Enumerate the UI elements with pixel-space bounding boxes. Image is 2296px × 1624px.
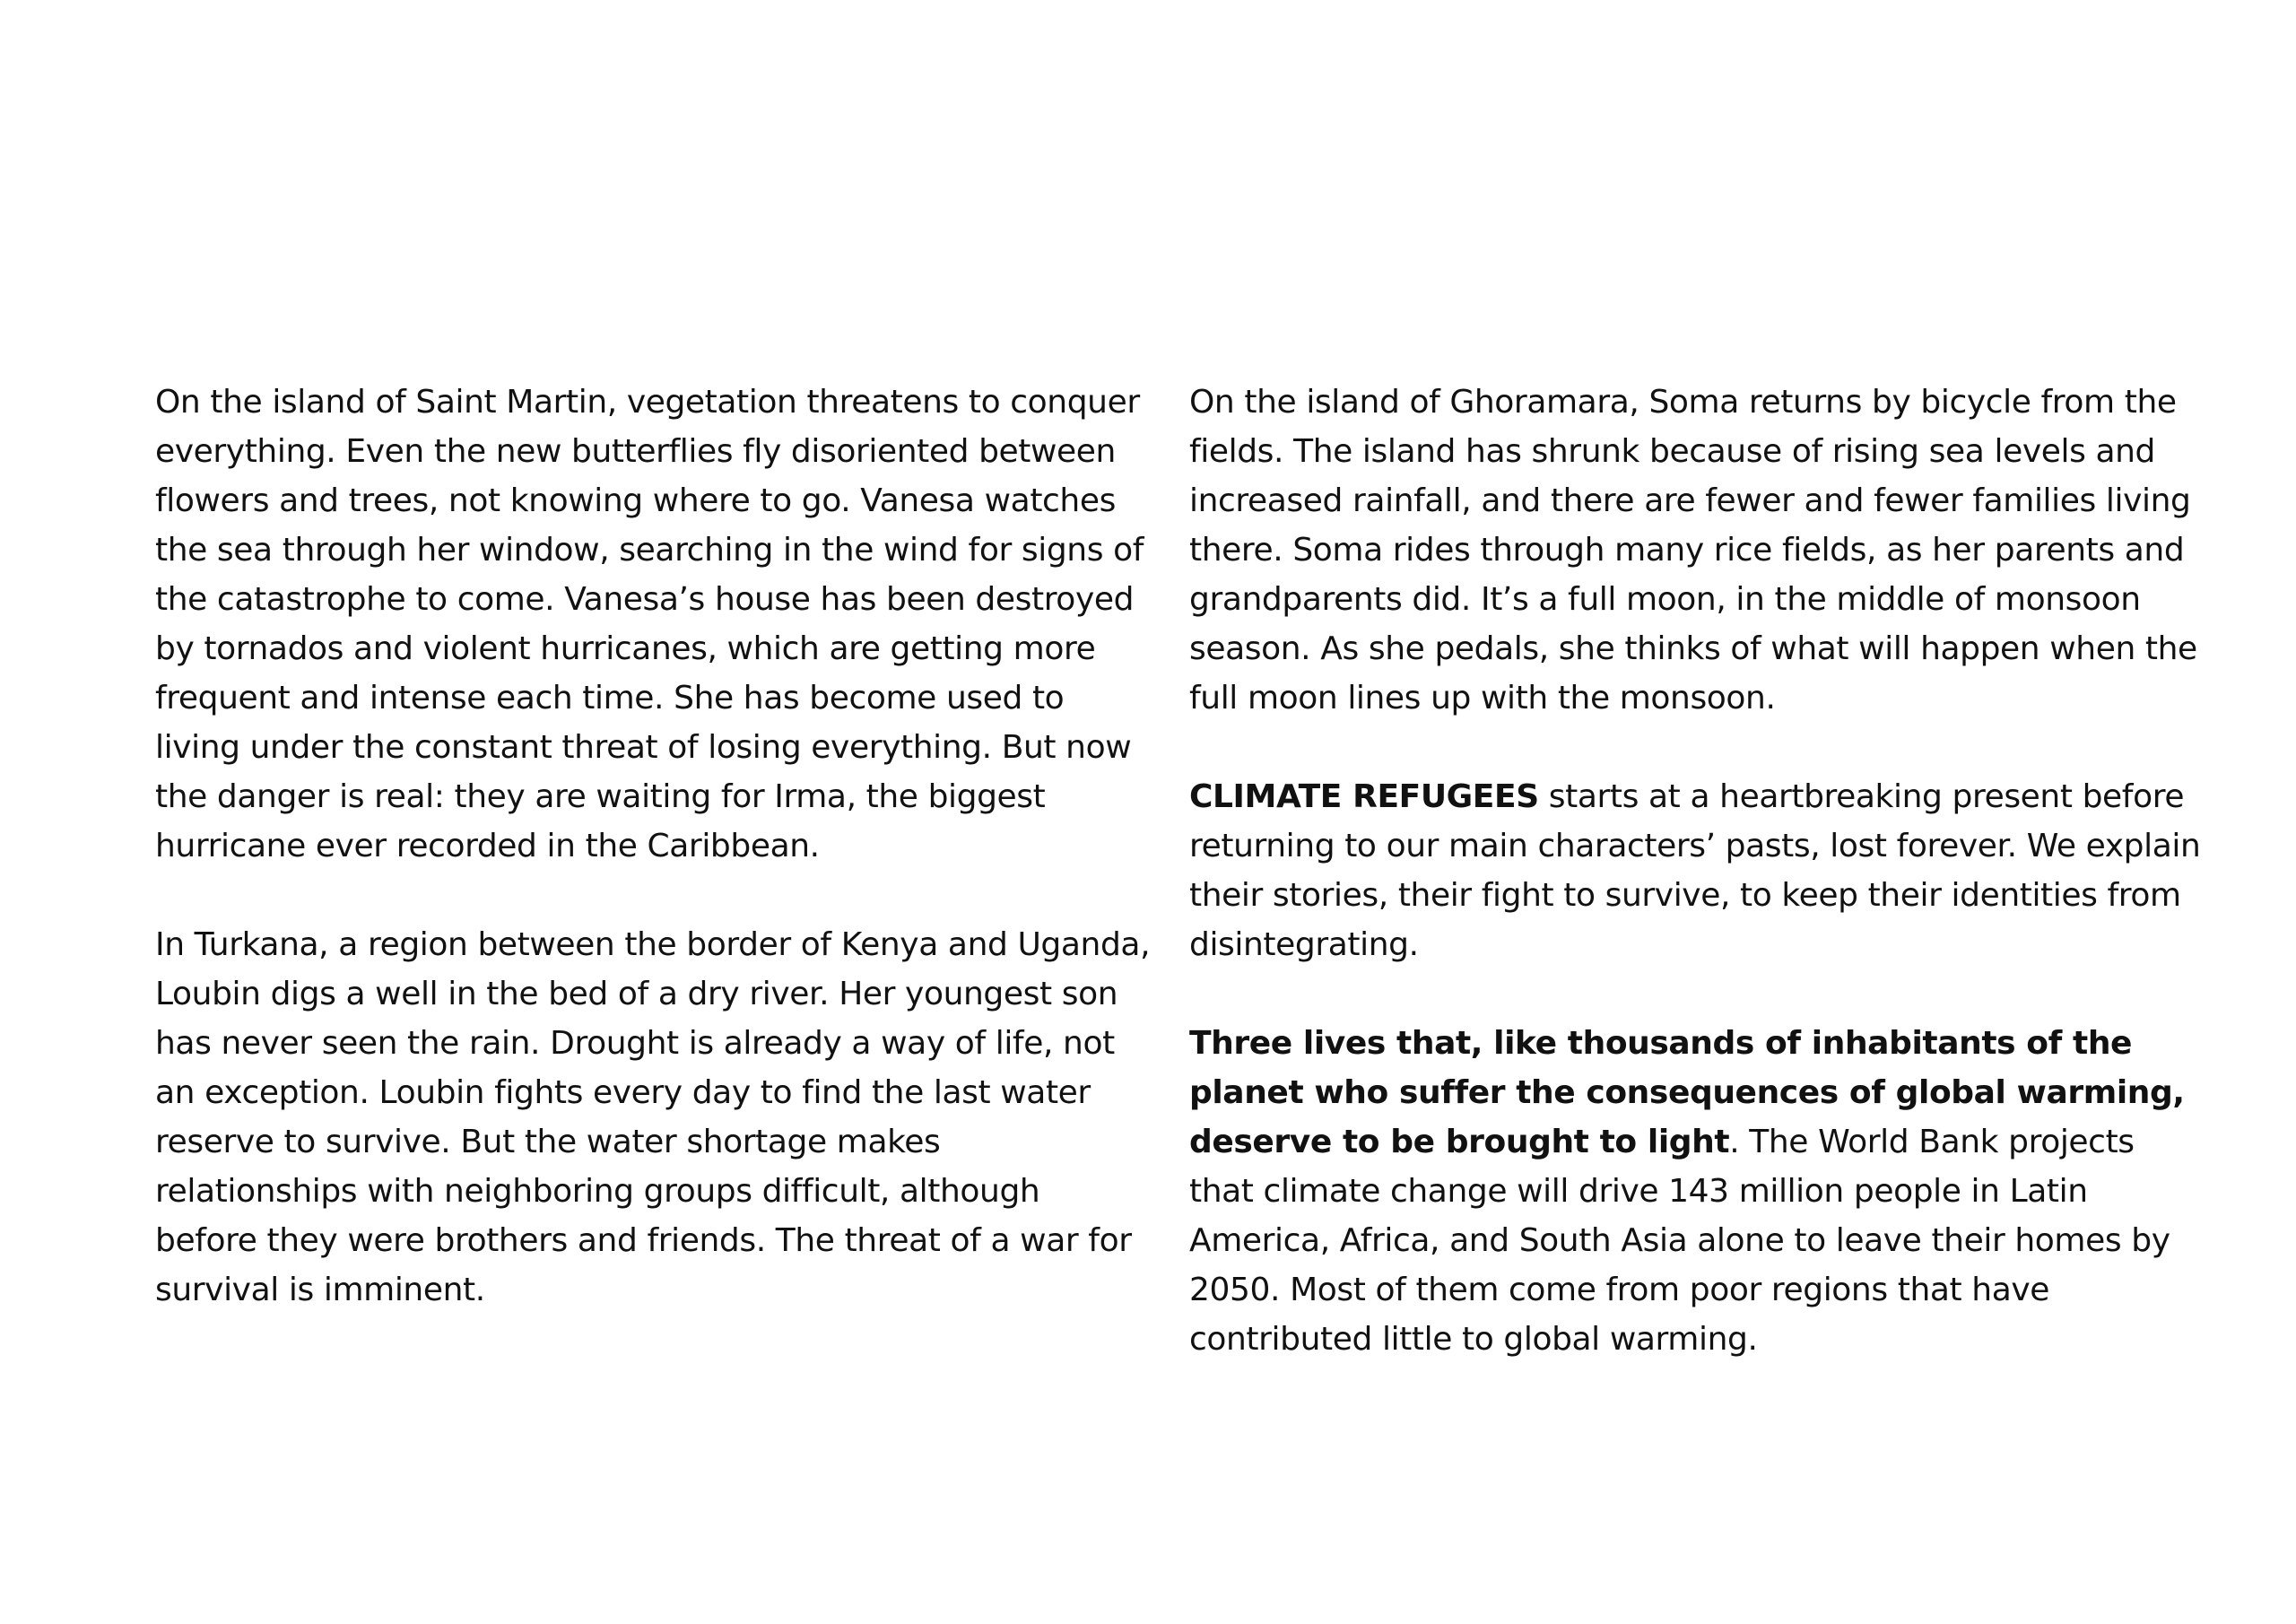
film-description-text: starts at a heartbreaking present before returning to our main characters’ pasts, lost forever. We explain their stories, their fight to survive, to keep their identities from disintegrating. (1189, 778, 2201, 963)
left-text-column (155, 378, 1151, 1315)
climate-refugees-paragraph (1189, 772, 2203, 969)
saint-martin-paragraph: On the island of Saint Martin, vegetation threatens to conquer everything. Even the new butterflies fly disoriented between flowers and trees, not knowing where to go. Vanesa watches the sea through her window, searching in the wind for signs of the catastrophe to come. Vanesa’s house has been destroyed by tornados and violent hurricanes, which are getting more frequent and intense each time. She has become used to living under the constant threat of losing everything. But now the danger is real: they are waiting for Irma, the biggest hurricane ever recorded in the Caribbean. (155, 384, 1144, 864)
film-title-bold: CLIMATE REFUGEES (1189, 778, 1539, 815)
ghoramara-paragraph: On the island of Ghoramara, Soma returns by bicycle from the fields. The island has shrunk because of rising sea levels and increased rainfall, and there are fewer and fewer families living there. Soma rides through many rice fields, as her parents and grandparents did. It’s a full moon, in the middle of monsoon season. As she pedals, she thinks of what will happen when the full moon lines up with the monsoon. (1189, 384, 2197, 716)
three-lives-bold: Three lives that, like thousands of inhabitants of the planet who suffer the consequences of global warming, deserve to be brought to light (1189, 1025, 2185, 1160)
world-bank-text: . The World Bank projects that climate change will drive 143 million people in Latin America, Africa, and South Asia alone to leave their homes by 2050. Most of them come from poor regions that have contributed little to global warming. (1189, 1124, 2170, 1358)
right-text-column (1189, 378, 2203, 1364)
three-lives-paragraph (1189, 1019, 2203, 1364)
turkana-paragraph: In Turkana, a region between the border of Kenya and Uganda, Loubin digs a well in the bed of a dry river. Her youngest son has never seen the rain. Drought is already a way of life, not an exception. Loubin fights every day to find the last water reserve to survive. But the water shortage makes relationships with neighboring groups difficult, although before they were brothers and friends. The threat of a war for survival is imminent. (155, 926, 1151, 1308)
